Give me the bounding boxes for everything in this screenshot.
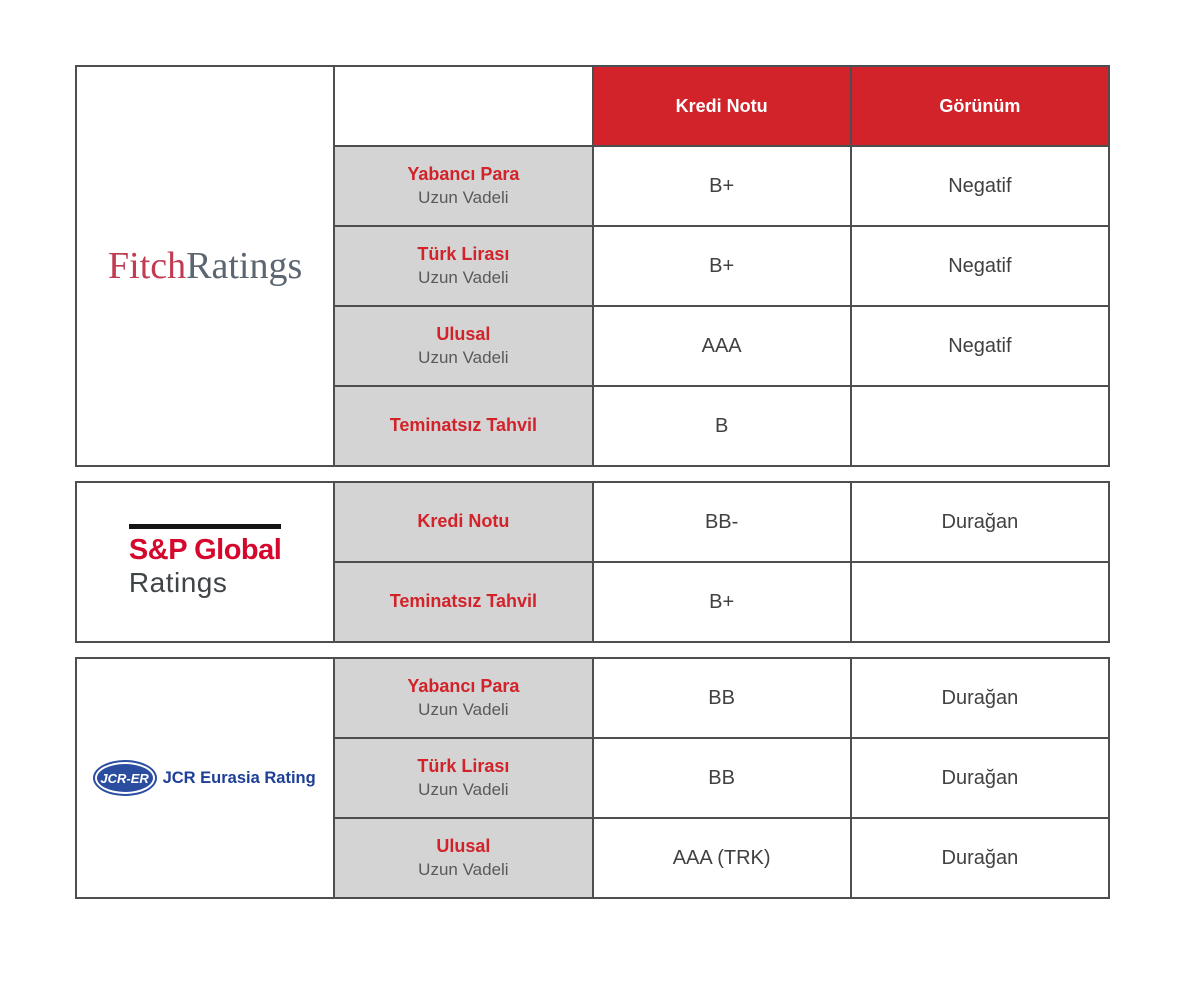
outlook-value-cell: Durağan: [851, 658, 1109, 738]
sp-global-logo-cell: [76, 482, 334, 642]
jcr-er-badge-icon: JCR-ER: [95, 762, 155, 794]
row-label-cell: [334, 306, 592, 386]
row-label-cell: [334, 658, 592, 738]
rating-value-cell: B: [593, 386, 851, 466]
rating-value-cell: AAA (TRK): [593, 818, 851, 898]
outlook-value-cell: Negatif: [851, 226, 1109, 306]
row-label-cell: [334, 226, 592, 306]
row-label: Türk Lirası: [417, 244, 510, 265]
row-label: Teminatsız Tahvil: [389, 415, 538, 436]
row-label: Yabancı Para: [407, 164, 520, 185]
outlook-value-cell: Durağan: [851, 482, 1109, 562]
jcr-logo-cell: [76, 658, 334, 898]
ratings-table-sp-global: [75, 481, 1110, 643]
fitch-logo-ratings-text: Ratings: [186, 245, 303, 287]
row-label: Ulusal: [436, 836, 491, 857]
row-sublabel: Uzun Vadeli: [418, 187, 509, 207]
row-label: Kredi Notu: [417, 511, 510, 532]
outlook-value-cell: Negatif: [851, 146, 1109, 226]
row-label-cell: [334, 562, 592, 642]
jcr-logo-text: JCR Eurasia Rating: [162, 768, 316, 787]
row-label-cell: [334, 386, 592, 466]
credit-ratings-tables: [75, 65, 1110, 913]
row-sublabel: Uzun Vadeli: [418, 779, 509, 799]
row-label-cell: [334, 482, 592, 562]
outlook-value-cell: [851, 562, 1109, 642]
row-label-cell: [334, 738, 592, 818]
row-label: Yabancı Para: [407, 676, 520, 697]
rating-value-cell: AAA: [593, 306, 851, 386]
fitch-logo-fitch-text: Fitch: [108, 245, 187, 287]
sp-logo-ratings-text: Ratings: [128, 566, 228, 598]
sp-global-ratings-logo: [129, 524, 281, 599]
ratings-table-fitch: [75, 65, 1110, 467]
rating-value-cell: BB: [593, 738, 851, 818]
table-row: [76, 658, 1109, 738]
row-sublabel: Uzun Vadeli: [418, 347, 509, 367]
header-blank-cell: [334, 66, 592, 146]
row-label-cell: [334, 818, 592, 898]
table-row: [76, 482, 1109, 562]
outlook-value-cell: Durağan: [851, 818, 1109, 898]
row-label-cell: [334, 146, 592, 226]
rating-value-cell: BB-: [593, 482, 851, 562]
column-header-rating: Kredi Notu: [593, 66, 851, 146]
row-sublabel: Uzun Vadeli: [418, 699, 509, 719]
row-label: Ulusal: [436, 324, 491, 345]
jcr-eurasia-rating-logo: [83, 762, 327, 794]
fitch-logo-cell: [76, 66, 334, 466]
column-header-outlook: Görünüm: [851, 66, 1109, 146]
rating-value-cell: B+: [593, 226, 851, 306]
row-sublabel: Uzun Vadeli: [418, 267, 509, 287]
row-sublabel: Uzun Vadeli: [418, 859, 509, 879]
sp-logo-bar: [129, 524, 281, 529]
fitch-ratings-logo: [83, 244, 327, 288]
outlook-value-cell: Durağan: [851, 738, 1109, 818]
outlook-value-cell: [851, 386, 1109, 466]
outlook-value-cell: Negatif: [851, 306, 1109, 386]
rating-value-cell: B+: [593, 146, 851, 226]
ratings-table-jcr: [75, 657, 1110, 899]
header-row: [76, 66, 1109, 146]
rating-value-cell: B+: [593, 562, 851, 642]
row-label: Türk Lirası: [417, 756, 510, 777]
row-label: Teminatsız Tahvil: [389, 591, 538, 612]
sp-logo-name-text: S&P Global: [128, 534, 282, 567]
rating-value-cell: BB: [593, 658, 851, 738]
